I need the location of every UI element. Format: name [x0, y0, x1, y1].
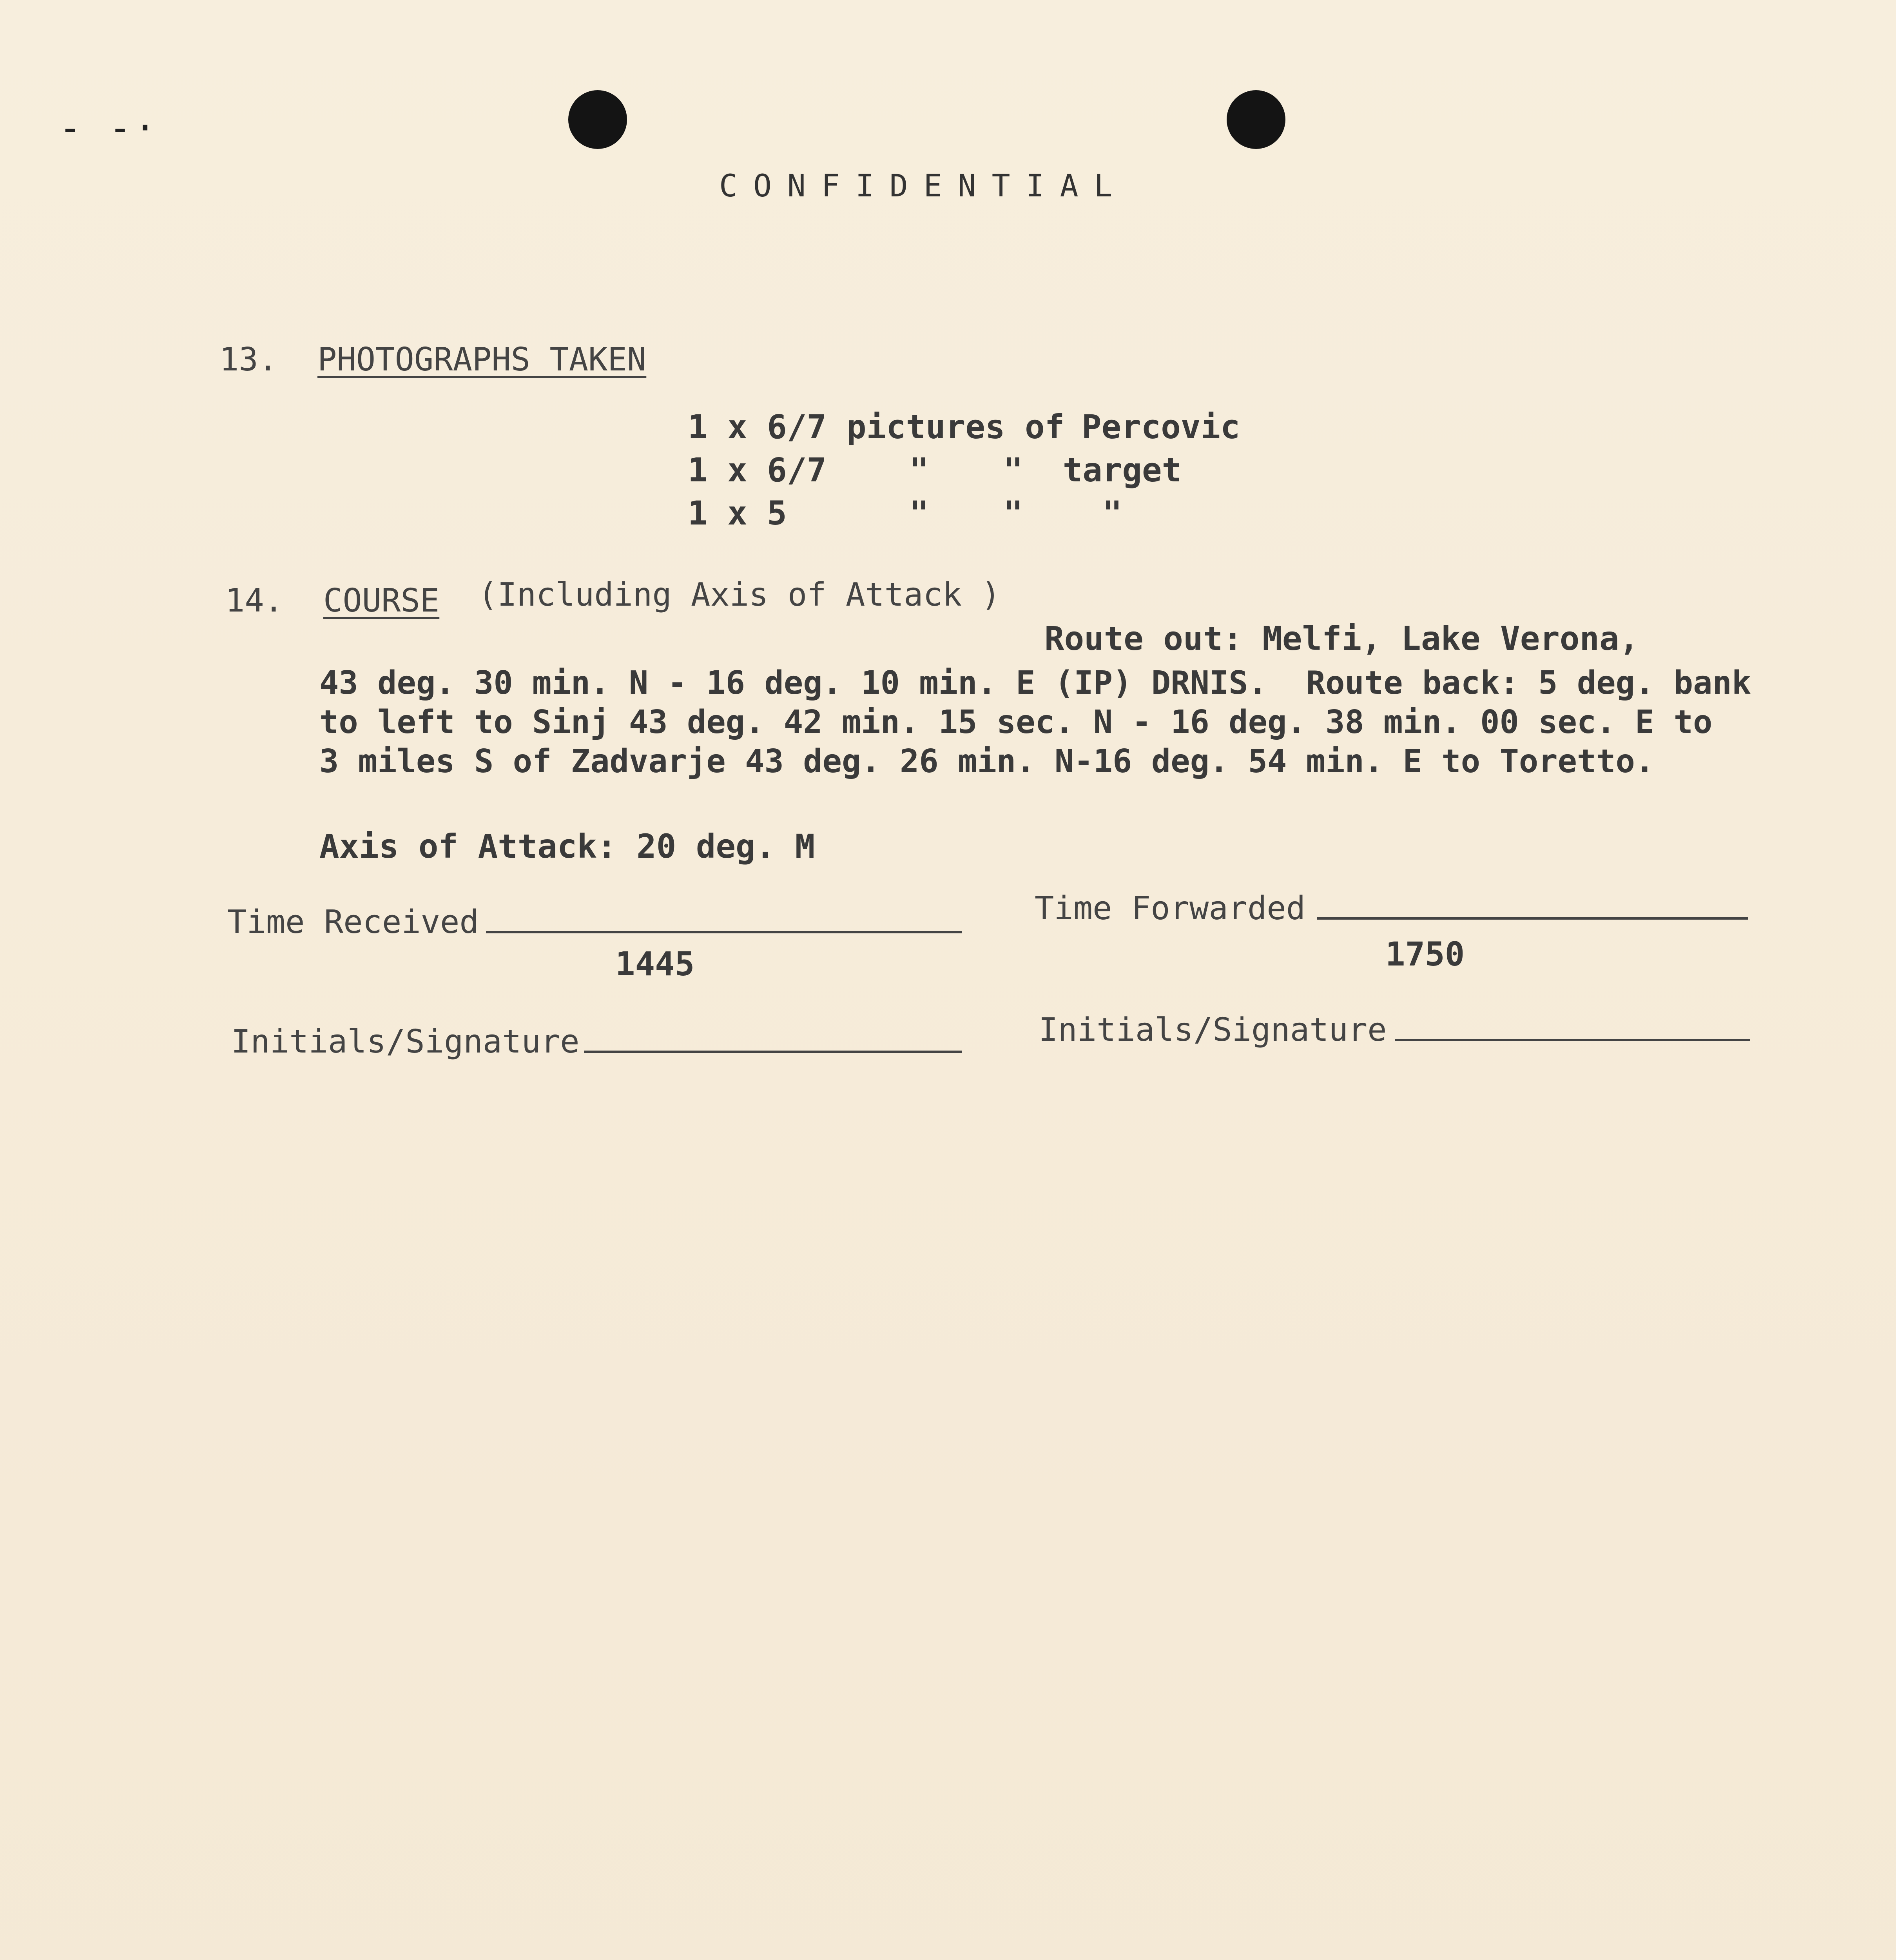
photo-row-2-col2: " — [909, 451, 929, 489]
course-line-3: 3 miles S of Zadvarje 43 deg. 26 min. N-16 deg. 54 min. E to Toretto. — [319, 743, 1655, 780]
route-out: Route out: Melfi, Lake Verona, — [1044, 619, 1639, 658]
initials-right-line — [1395, 1039, 1750, 1041]
initials-left-line — [584, 1051, 962, 1053]
photo-row-3-count: 1 x 5 — [688, 494, 787, 532]
initials-left-label: Initials/Signature — [231, 1023, 580, 1060]
item14-title: COURSE — [323, 582, 440, 619]
course-line-2: to left to Sinj 43 deg. 42 min. 15 sec. N - 16 deg. 38 min. 00 sec. E to — [319, 704, 1713, 741]
initials-right-label: Initials/Signature — [1039, 1011, 1387, 1049]
photo-row-2-col3: " target — [1003, 451, 1182, 489]
time-received-line — [486, 931, 962, 933]
photo-row-1-count: 1 x 6/7 — [688, 408, 827, 446]
punch-hole-left — [568, 90, 627, 149]
photo-row-2-count: 1 x 6/7 — [688, 451, 827, 489]
time-forwarded-label: Time Forwarded — [1035, 890, 1306, 927]
photo-row-3-col2: " — [909, 494, 929, 532]
photo-row-3-col3: " " — [1003, 494, 1122, 532]
time-received-label: Time Received — [227, 904, 479, 941]
item13-number: 13. — [219, 341, 278, 378]
item14-number: 14. — [225, 582, 284, 619]
punch-hole-right — [1227, 90, 1285, 149]
course-line-1: 43 deg. 30 min. N - 16 deg. 10 min. E (IP) DRNIS. Route back: 5 deg. bank — [319, 664, 1751, 702]
time-forwarded-value: 1750 — [1385, 935, 1465, 973]
header-classification: CONFIDENTIAL — [719, 169, 1128, 204]
corner-mark: - -· — [59, 106, 159, 150]
photo-row-1-col3: Percovic — [1082, 408, 1240, 446]
item13-title: PHOTOGRAPHS TAKEN — [317, 341, 647, 378]
axis-of-attack: Axis of Attack: 20 deg. M — [319, 827, 815, 866]
time-forwarded-line — [1317, 917, 1748, 920]
photo-row-1-col2: pictures of — [846, 408, 1065, 446]
item14-subtitle: (Including Axis of Attack ) — [478, 576, 1001, 613]
time-received-value: 1445 — [615, 945, 695, 983]
